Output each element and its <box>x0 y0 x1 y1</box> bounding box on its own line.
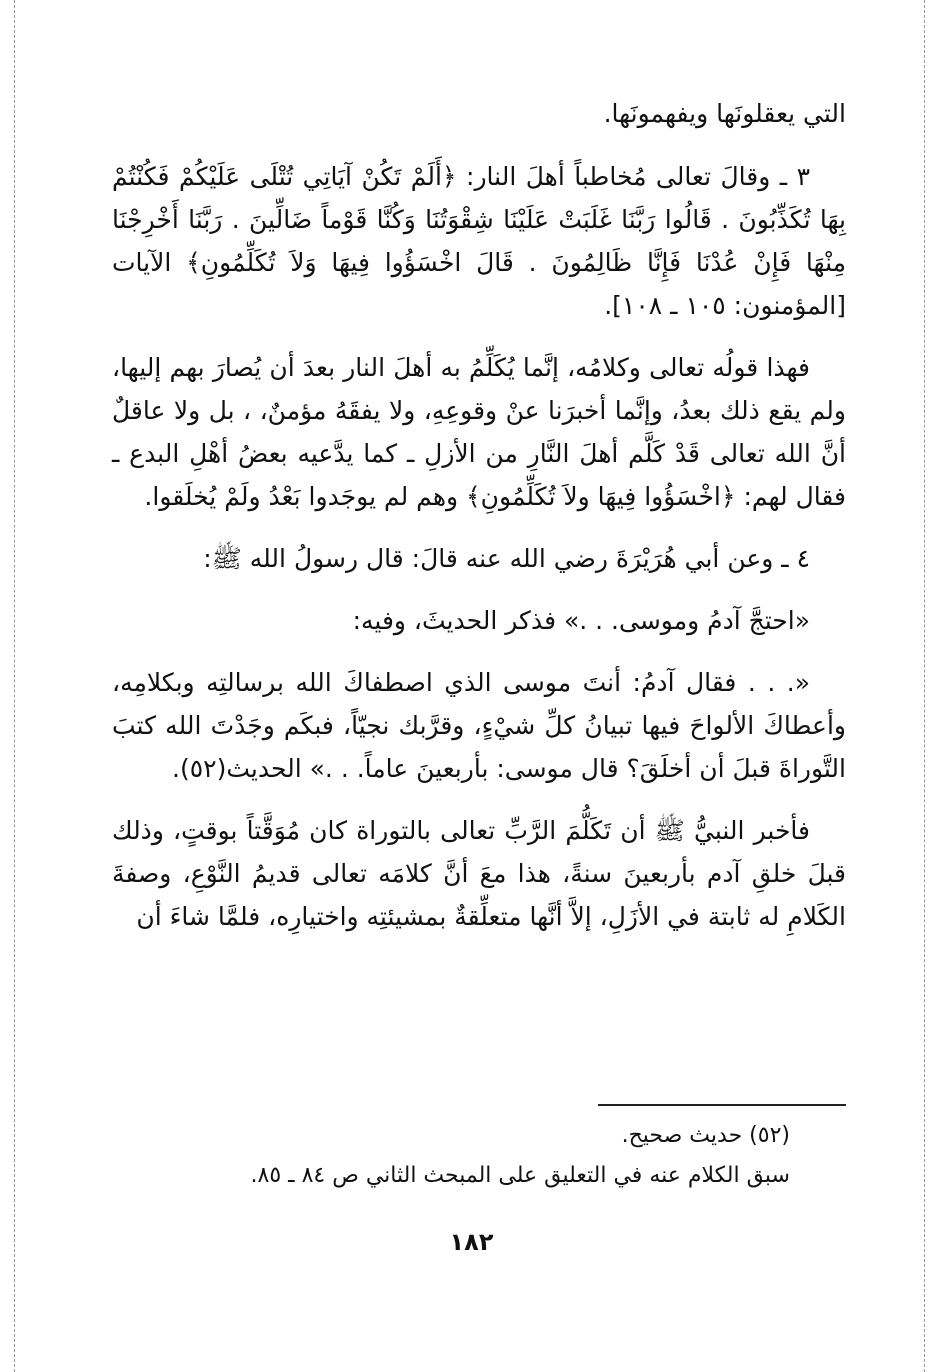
footnote-separator <box>598 1104 846 1106</box>
paragraph-hadith-intro: «احتجَّ آدمُ وموسى. . .» فذكر الحديثَ، وفيه: <box>352 606 810 635</box>
paragraph-hadith-quote: «. . . فقال آدمُ: أنتَ موسى الذي اصطفاكَ الله برسالتِه وبكلامِه، وأعطاكَ الألواحَ فيها تبيانُ كلِّ شيْءٍ، وقرَّبك نجيّاً، فبكَم وجَدْتَ الله كتبَ التَّوراةَ قبلَ أن أخلَقَ؟ قال موسى: بأربعينَ عاماً. . .» الحديث(٥٢). <box>112 668 846 783</box>
footnote-52: (٥٢) حديث صحيح. <box>621 1123 790 1148</box>
page-number: ١٨٢ <box>449 1228 494 1256</box>
paragraph-commentary-2: فأخبر النبيُّ ﷺ أن تَكَلُّمَ الرَّبِّ تعالى بالتوراة كان مُوَقَّتاً بوقتٍ، وذلك قبلَ خلقِ آدم بأربعينَ سنةً، هذا معَ أنَّ كلامَه تعالى قديمُ النَّوْعِ، وصفةَ الكَلامِ له ثابتة في الأزَلِ، إلاَّ أنَّها متعلِّقةٌ بمشيئتِه واختيارِه، فلمَّا شاءَ أن <box>112 816 846 931</box>
footnotes <box>200 1116 790 1196</box>
paragraph-commentary-1: فهذا قولُه تعالى وكلامُه، إنَّما يُكَلِّمُ به أهلَ النار بعدَ أن يُصارَ بهم إليها، ولم يقع ذلك بعدُ، وإنَّما أخبرَنا عنْ وقوعِهِ، ولا يفقَهُ مؤمنٌ، ، بل ولا عاقلٌ أنَّ الله تعالى قَدْ كَلَّم أهلَ النَّارِ من الأزلِ ـ كما يدَّعيه بعضُ أهْلِ البدع ـ فقال لهم: ﴿اخْسَؤُوا فِيهَا ولاَ تُكَلِّمُونِ﴾ وهم لم يوجَدوا بَعْدُ ولَمْ يُخلَقوا. <box>112 353 846 511</box>
paragraph-item-4: ٤ ـ وعن أبي هُرَيْرَةَ رضي الله عنه قالَ: قال رسولُ الله ﷺ: <box>203 544 810 573</box>
body-text <box>112 92 846 957</box>
footnote-note: سبق الكلام عنه في التعليق على المبحث الثاني ص ٨٤ ـ ٨٥. <box>250 1163 790 1188</box>
paragraph-continuation: التي يعقلونَها ويفهمونَها. <box>603 99 846 128</box>
scan-edge-left <box>14 0 15 1372</box>
paragraph-item-3: ٣ ـ وقالَ تعالى مُخاطباً أهلَ النار: ﴿أَلَمْ تَكُنْ آيَاتِي تُتْلَى عَلَيْكُمْ فَكُنْتُمْ بِهَا تُكَذِّبُونَ . قَالُوا رَبَّنَا غَلَبَتْ عَلَيْنَا شِقْوَتُنَا وَكُنَّا قَوْماً ضَالِّينَ . رَبَّنَا أَخْرِجْنَا مِنْهَا فَإِنْ عُدْنَا فَإِنَّا ظَالِمُونَ . قَالَ اخْسَؤُوا فِيهَا وَلاَ تُكَلِّمُونِ﴾ الآيات [المؤمنون: ١٠٥ ـ ١٠٨]. <box>112 162 846 320</box>
scan-edge-right <box>924 0 925 1372</box>
